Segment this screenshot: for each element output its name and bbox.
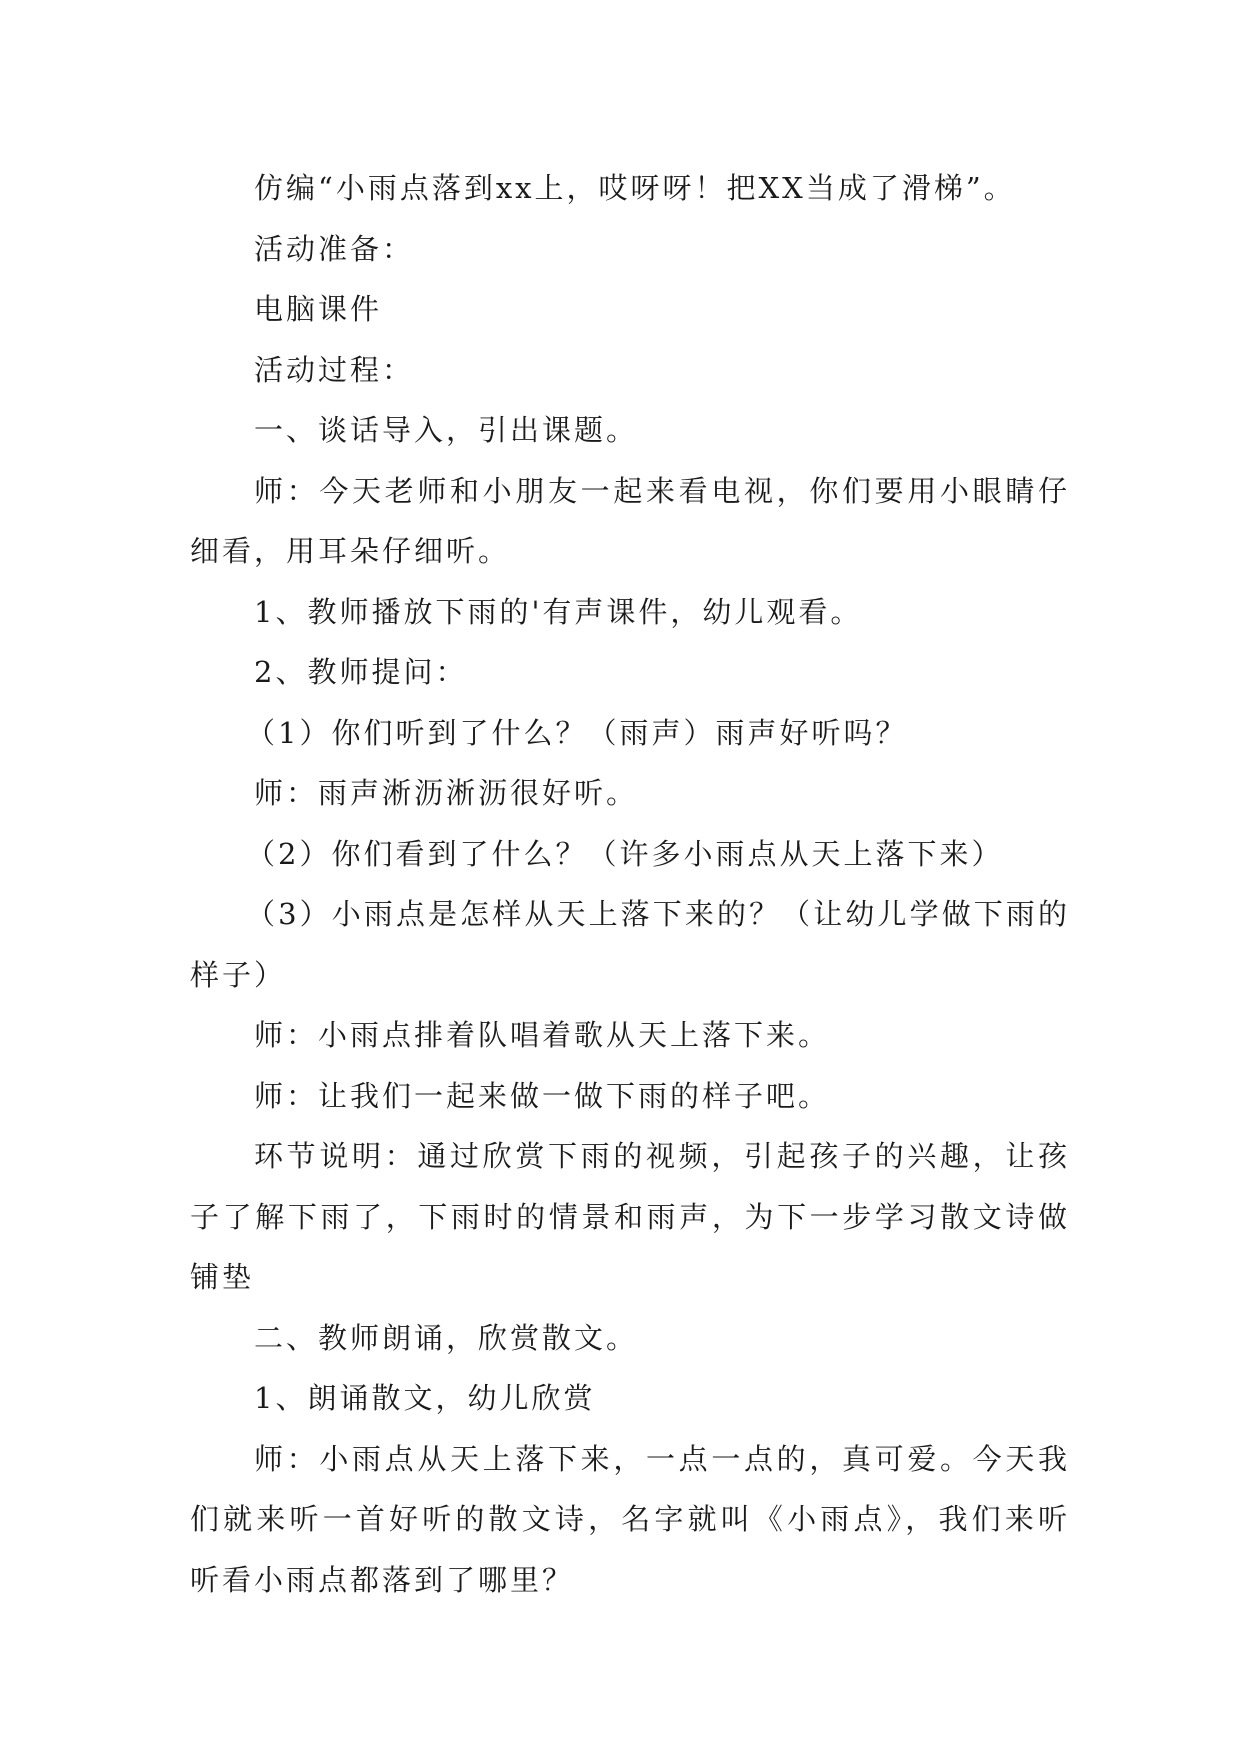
paragraph-imitation-task: 仿编“小雨点落到xx上，哎呀呀！把XX当成了滑梯”。 (254, 171, 1016, 205)
paragraph-question-3: （3）小雨点是怎样从天上落下来的？（让幼儿学做下雨的样子） (190, 897, 1070, 992)
paragraph-step-1: 1、教师播放下雨的'有声课件，幼儿观看。 (254, 594, 863, 629)
heading-section-one: 一、谈话导入，引出课题。 (254, 413, 639, 447)
paragraph-step-2: 2、教师提问： (254, 655, 468, 689)
paragraph-teacher-raindrops-line-up: 师：小雨点排着队唱着歌从天上落下来。 (254, 1018, 831, 1052)
paragraph-teacher-prose-intro: 师：小雨点从天上落下来，一点一点的，真可爱。今天我们就来听一首好听的散文诗，名字就叫《小雨点》，我们来听听看小雨点都落到了哪里？ (190, 1441, 1070, 1597)
paragraph-section-note: 环节说明：通过欣赏下雨的视频，引起孩子的兴趣，让孩子了解下雨了，下雨时的情景和雨声，为下一步学习散文诗做铺垫 (190, 1139, 1070, 1294)
heading-section-two: 二、教师朗诵，欣赏散文。 (254, 1320, 639, 1355)
paragraph-teacher-rain-sound: 师：雨声淅沥淅沥很好听。 (254, 776, 639, 810)
document-body (190, 158, 1070, 1610)
paragraph-teacher-intro: 师：今天老师和小朋友一起来看电视，你们要用小眼睛仔细看，用耳朵仔细听。 (190, 473, 1070, 568)
heading-activity-preparation: 活动准备： (254, 231, 415, 266)
paragraph-recite-prose: 1、朗诵散文，幼儿欣赏 (254, 1381, 596, 1415)
paragraph-computer-courseware: 电脑课件 (254, 292, 383, 326)
paragraph-question-2: （2）你们看到了什么？（许多小雨点从天上落下来） (246, 836, 1004, 871)
heading-activity-process: 活动过程： (254, 352, 415, 387)
paragraph-question-1: （1）你们听到了什么？（雨声）雨声好听吗？ (246, 715, 908, 750)
paragraph-teacher-let-us-act: 师：让我们一起来做一做下雨的样子吧。 (254, 1078, 831, 1113)
